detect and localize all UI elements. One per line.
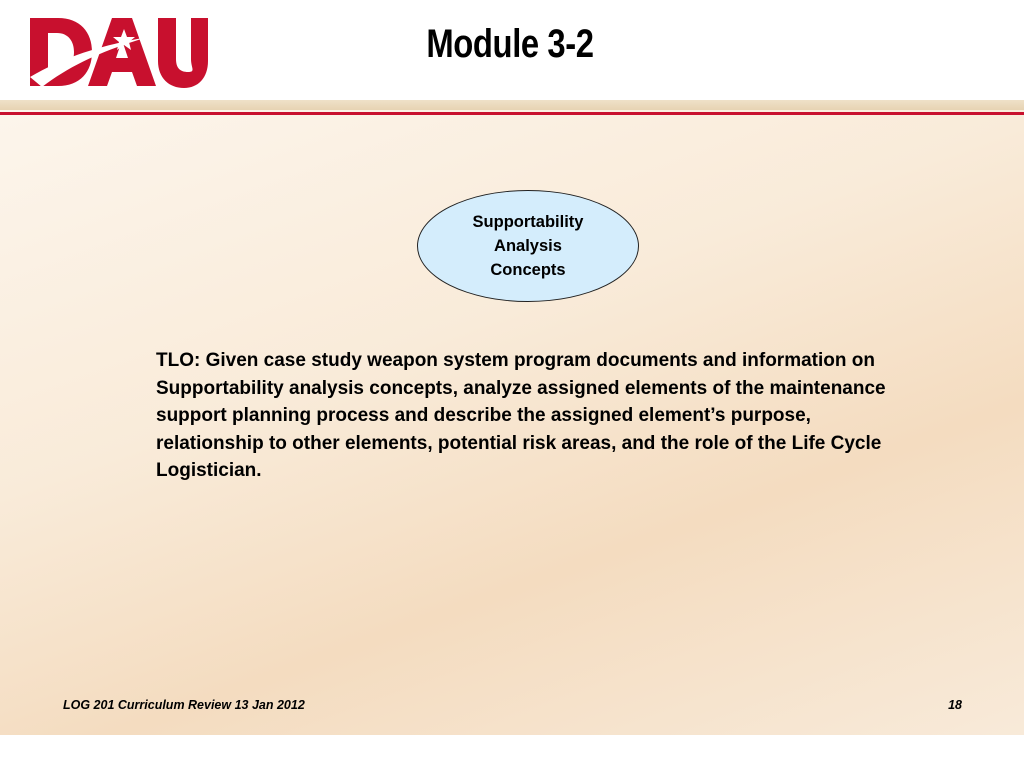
dau-logo-icon (28, 15, 210, 89)
slide-header (0, 0, 1024, 100)
header-divider-tan (0, 100, 1024, 110)
footer-course-info: LOG 201 Curriculum Review 13 Jan 2012 (63, 698, 305, 712)
header-divider-red (0, 112, 1024, 115)
supportability-analysis-node (417, 190, 639, 302)
node-label: Supportability Analysis Concepts (472, 213, 584, 279)
tlo-paragraph: TLO: Given case study weapon system program documents and information on Supportability analysis concepts, analyze assigned elements of the maintenance support planning process and describe the assigned element’s purpose, relationship to other elements, potential risk areas, and the role of the Life Cycle Logistician. (156, 350, 886, 481)
page-number: 18 (948, 698, 962, 712)
slide-title: Module 3-2 (426, 22, 594, 66)
